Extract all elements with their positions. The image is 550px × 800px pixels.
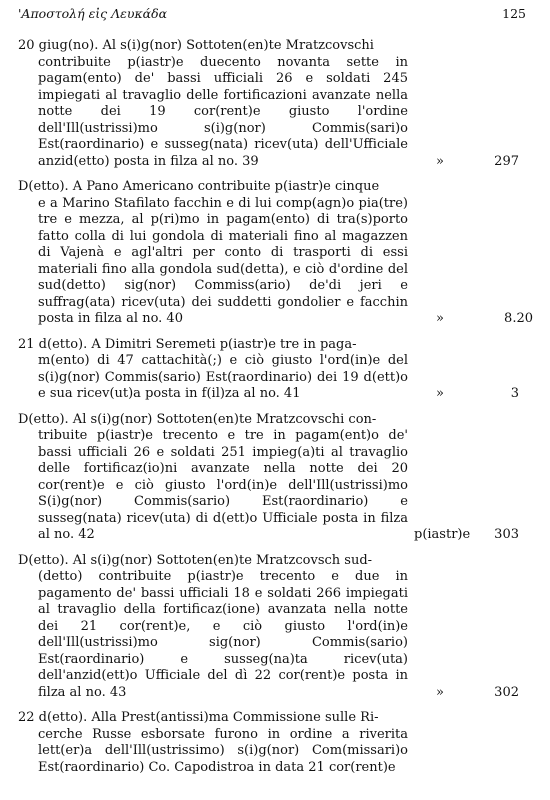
currency-marker: p(iastr)e [414,527,471,542]
entry-amount [414,685,533,702]
entry-amount [414,311,533,328]
ledger-entry [18,179,533,328]
entry-text [18,710,408,776]
amount-value: 302 [494,684,519,700]
entry-first-line: D(etto). Al s(i)g(nor) Sottoten(en)te Mratzcovschi con- [18,411,377,427]
amount-value: 297 [494,153,519,169]
entry-text [18,412,408,544]
entry-continuation: cerche Russe esborsate furono in ordine a riverita lett(er)a dell'Ill(ustrissimo) s(i)g(nor) Com(missari)o Est(raordinario) Co. Capodistroa in data 21 cor(rent)e [38,726,408,775]
ledger-body [18,38,533,776]
entry-first-line: 21 d(etto). A Dimitri Seremeti p(iastr)e tre in paga- [18,336,357,352]
amount-value: 303 [494,527,519,542]
entry-text [18,553,408,702]
entry-amount [414,527,533,544]
ledger-entry [18,412,533,544]
page-header [18,6,532,28]
ditto-marker: » [436,311,444,326]
ledger-entry [18,710,533,776]
entry-text [18,179,408,328]
entry-text [18,38,408,170]
entry-first-line: D(etto). Al s(i)g(nor) Sottoten(en)te Mratzcovsch sud- [18,552,373,568]
entry-continuation: e a Marino Stafilato facchin e di lui comp(agn)o pia(tre) tre e mezza, al p(ri)mo in pagam(ento) di tra(s)porto fatto colla di lui gondola di materiali fino al magazzen di Vajenà e agl'altri per conto di trasporti di essi materiali fino alla gondola sud(detta), e ciò d'ordine del sud(detto) sig(nor) Commiss(ario) de'di jeri e suffrag(ata) ricev(uta) dei suddetti gondolier e facchin posta in filza al no. 40 [38,195,408,326]
page-number: 125 [502,6,526,21]
entry-first-line: 20 giug(no). Al s(i)g(nor) Sottoten(en)te Mratzcovschi [18,38,374,53]
entry-continuation: tribuite p(iastr)e trecento e tre in pagam(ent)o de' bassi ufficiali 26 e soldati 251 impieg(a)ti al travaglio delle fortificaz(io)ni avanzate nella notte dei 20 cor(rent)e e ciò giusto l'ord(in)e dell'Ill(ustrissi)mo S(i)g(nor) Commis(sario) Est(raordinario) e susseg(nata) ricev(uta) di d(ett)o Ufficiale posta in filza al no. 42 [38,428,408,542]
ledger-entry [18,553,533,702]
ditto-marker: » [436,684,444,700]
amount-value: 3 [510,386,519,401]
entry-amount [414,386,533,403]
entry-continuation: (detto) contribuite p(iastr)e trecento e due in pagamento de' bassi ufficiali 18 e soldati 266 impiegati al travaglio della fortificaz(ione) avanzata nella notte dei 21 cor(rent)e, e ciò giusto l'ord(in)e dell'Ill(ustrissi)mo sig(nor) Commis(sario) Est(raordinario) e susseg(na)ta ricev(uta) dell'anzid(ett)o Ufficiale del dì 22 cor(rent)e posta in filza al no. 43 [38,569,408,700]
entry-continuation: contribuite p(iastr)e duecento novanta sette in pagam(ento) de' bassi ufficiali 26 e soldati 245 impiegati al travaglio delle fortificazioni avanzate nella notte dei 19 cor(rent)e giusto l'ordine dell'Ill(ustrissi)mo s(i)g(nor) Commis(sari)o Est(raordinario) e susseg(nata) ricev(uta) dell'Ufficiale anzid(etto) posta in filza al no. 39 [38,54,408,169]
entry-text [18,337,408,403]
ledger-entry [18,38,533,170]
entry-first-line: D(etto). A Pano Americano contribuite p(iastr)e cinque [18,179,380,194]
ditto-marker: » [436,153,444,169]
entry-continuation: m(ento) di 47 cattachità(;) e ciò giusto l'ord(in)e del s(i)g(nor) Commis(sario) Est(raordinario) dei 19 d(ett)o e sua ricev(ut)a posta in f(il)za al no. 41 [38,353,408,401]
ledger-entry [18,337,533,403]
ditto-marker: » [436,386,444,401]
entry-amount [414,154,533,171]
running-title: 'Αποστολή εἰς Λευκάδα [18,6,168,21]
amount-value: 8.20 [504,311,533,326]
entry-first-line: 22 d(etto). Alla Prest(antissi)ma Commissione sulle Ri- [18,710,379,725]
